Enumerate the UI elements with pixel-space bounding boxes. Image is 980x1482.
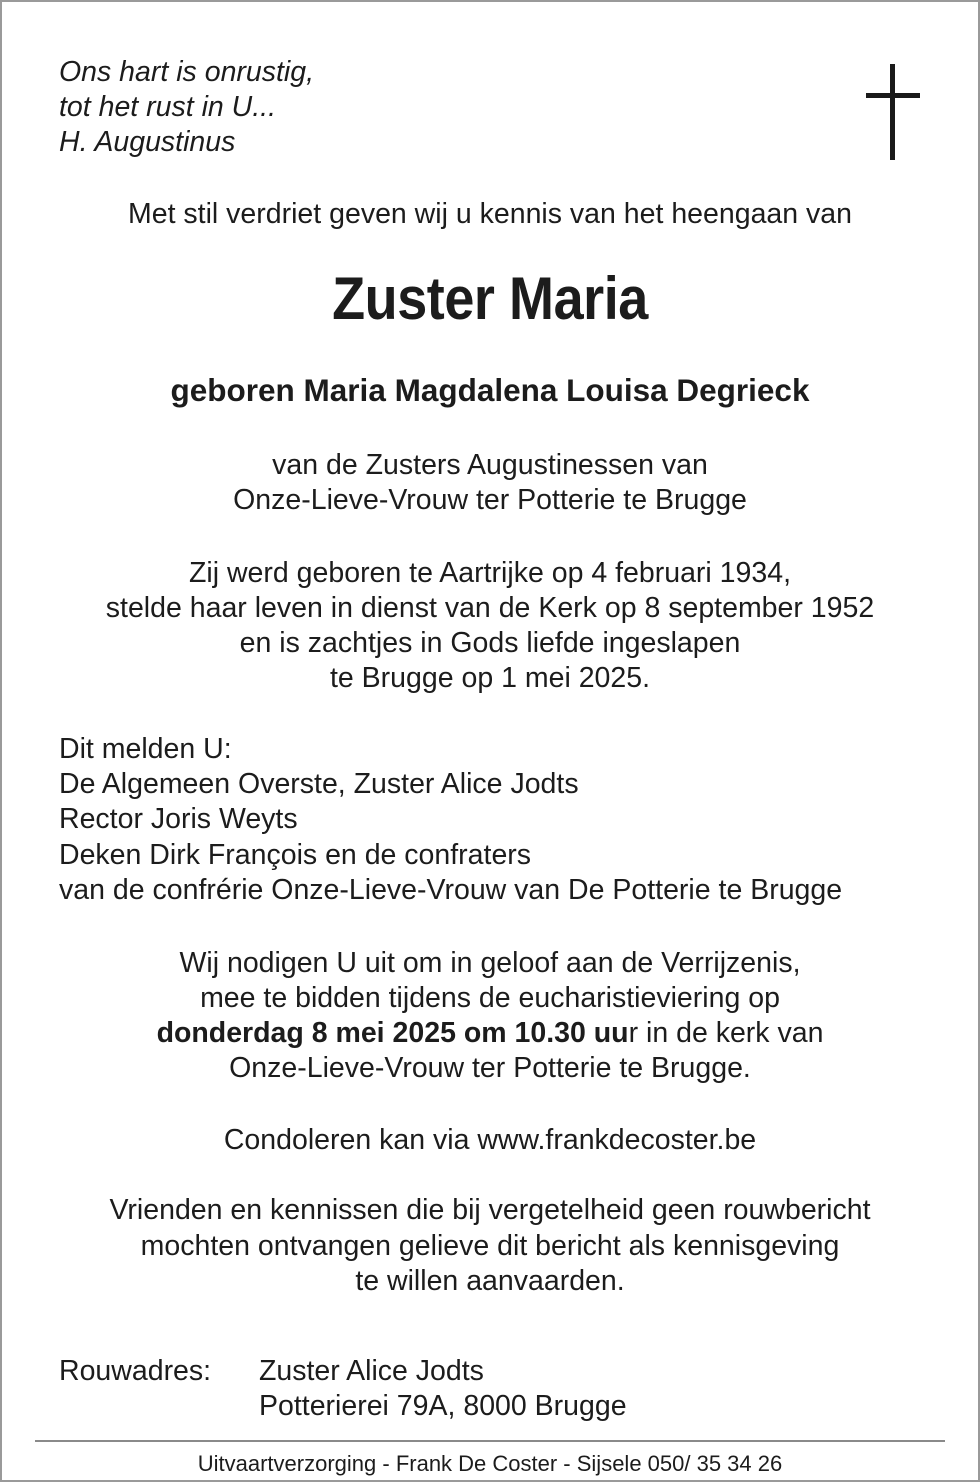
quote-line-2: tot het rust in U...: [59, 91, 277, 123]
announcer-line-2: Rector Joris Weyts: [59, 803, 298, 835]
birth-name: geboren Maria Magdalena Louisa Degrieck: [170, 372, 810, 408]
invitation-line-4: Onze-Lieve-Vrouw ter Potterie te Brugge.: [229, 1052, 751, 1084]
service-datetime: donderdag 8 mei 2025 om 10.30 uu: [156, 1017, 629, 1049]
announcer-line-1: De Algemeen Overste, Zuster Alice Jodts: [59, 768, 579, 800]
life-line-1: Zij werd geboren te Aartrijke op 4 februari 1934,: [188, 557, 791, 589]
congregation-line-1: van de Zusters Augustinessen van: [272, 449, 708, 481]
congregation-line-2: Onze-Lieve-Vrouw ter Potterie te Brugge: [233, 484, 747, 516]
announcer-line-4: van de confrérie Onze-Lieve-Vrouw van De Potterie te Brugge: [59, 874, 843, 906]
notice-line-3: te willen aanvaarden.: [355, 1265, 625, 1297]
announcers-heading: Dit melden U:: [59, 733, 232, 765]
invitation-line-3-rest: r in de kerk van: [628, 1017, 824, 1049]
life-line-2: stelde haar leven in dienst van de Kerk op 8 september 1952: [105, 592, 875, 624]
life-line-4: te Brugge op 1 mei 2025.: [329, 662, 651, 694]
address-line-2: Potterierei 79A, 8000 Brugge: [259, 1390, 627, 1422]
intro-text: Met stil verdriet geven wij u kennis van het heengaan van: [127, 198, 852, 230]
condolences-text: Condoleren kan via www.frankdecoster.be: [223, 1124, 757, 1156]
invitation-line-3: [2, 1016, 978, 1051]
life-line-3: en is zachtjes in Gods liefde ingeslapen: [239, 627, 741, 659]
quote-line-1: Ons hart is onrustig,: [59, 56, 315, 88]
invitation-line-2: mee te bidden tijdens de eucharistieviering op: [200, 982, 780, 1014]
address-label: Rouwadres:: [59, 1355, 212, 1387]
address-line-1: Zuster Alice Jodts: [259, 1355, 484, 1387]
invitation-line-1: Wij nodigen U uit om in geloof aan de Verrijzenis,: [179, 947, 801, 979]
notice-line-2: mochten ontvangen gelieve dit bericht als kennisgeving: [140, 1230, 840, 1262]
footer-divider: [35, 1440, 945, 1442]
announcer-line-3: Deken Dirk François en de confraters: [59, 839, 532, 871]
deceased-name: Zuster Maria: [332, 265, 648, 332]
footer-text: Uitvaartverzorging - Frank De Coster - Sijsele 050/ 35 34 26: [197, 1451, 783, 1476]
notice-line-1: Vrienden en kennissen die bij vergetelheid geen rouwbericht: [109, 1194, 871, 1226]
quote-attribution: H. Augustinus: [59, 126, 236, 158]
